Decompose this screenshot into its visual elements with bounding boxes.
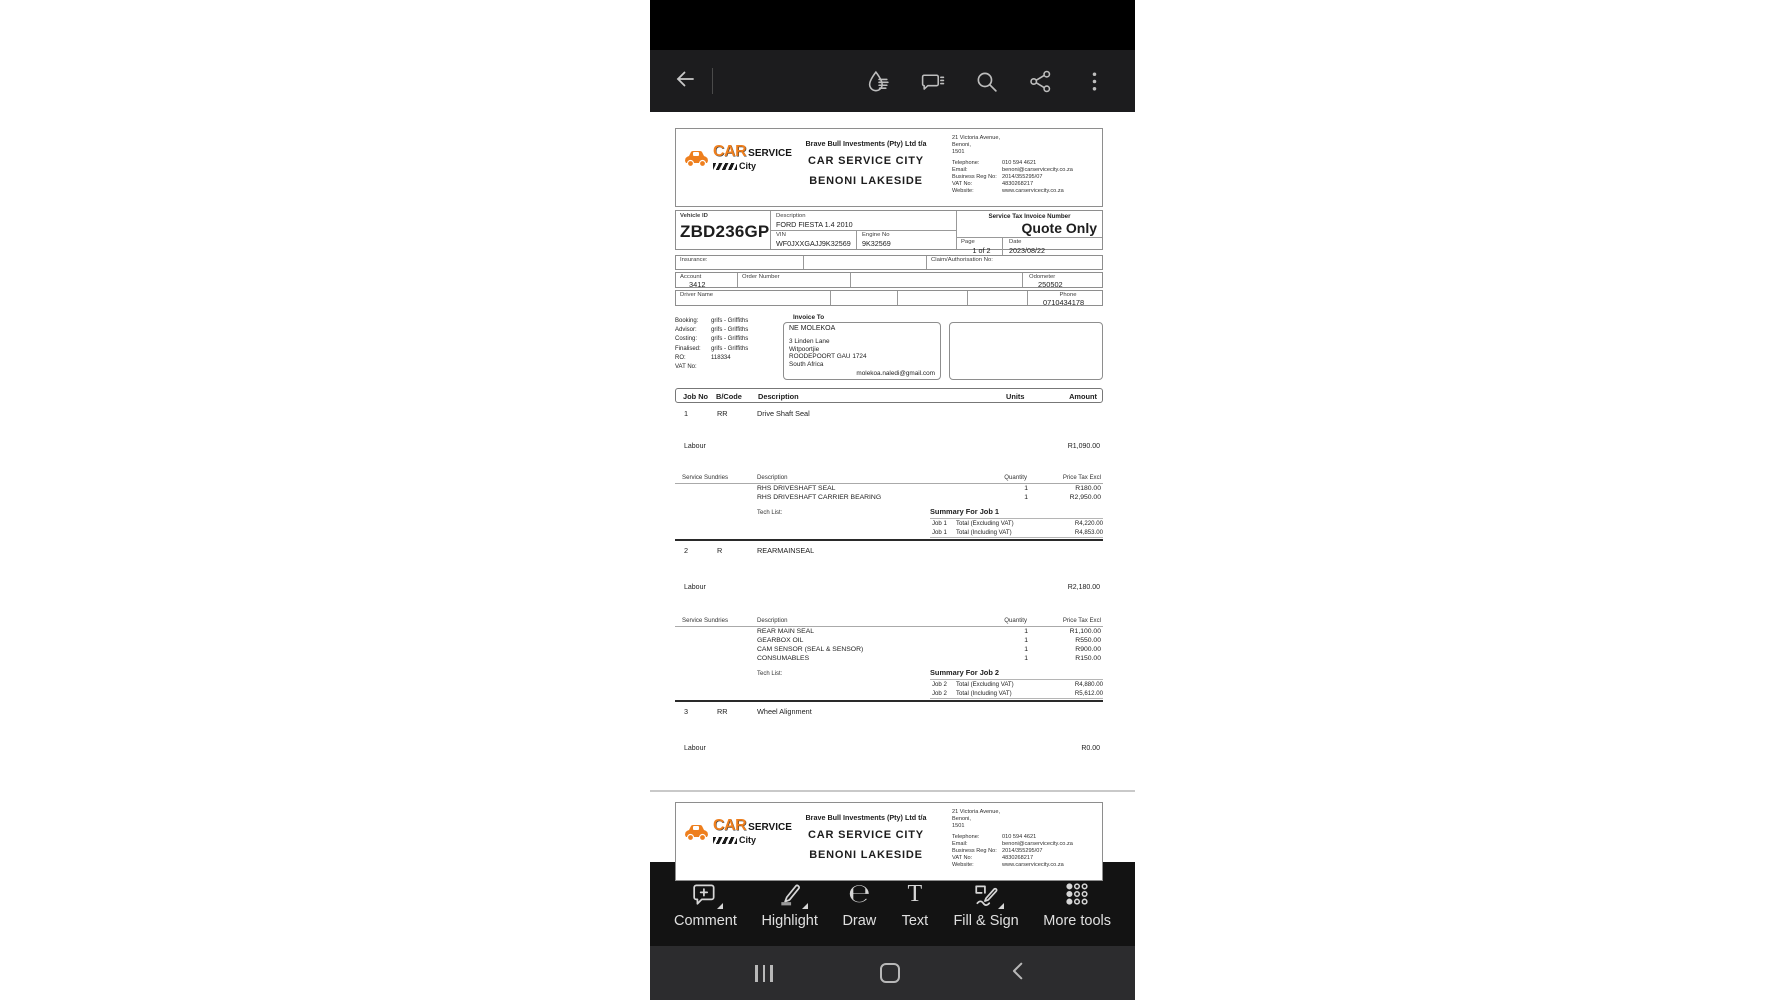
summary-title: Summary For Job 1: [930, 507, 1103, 519]
company-contact-block: [950, 129, 1102, 206]
pdf-page-2: [675, 802, 1103, 881]
address-line: Benoni,: [952, 816, 971, 822]
tool-label: Draw: [842, 912, 877, 929]
invoice-header: [675, 802, 1103, 881]
driver-name-label: Driver Name: [680, 292, 714, 298]
driver-empty-cell: [968, 291, 1028, 305]
summary-title: Summary For Job 2: [930, 668, 1103, 680]
job-divider: [675, 539, 1103, 541]
customer-address-line: ROODEPOORT GAU 1724: [789, 353, 867, 361]
insurance-empty-cell: [804, 256, 927, 269]
engine-no-label: Engine No: [862, 232, 890, 238]
col-amount: Amount: [1069, 392, 1097, 401]
logo-car-text: CAR: [713, 817, 747, 834]
sundry-desc: GEARBOX OIL: [757, 637, 804, 644]
job-divider: [675, 700, 1103, 702]
tool-label: Fill & Sign: [953, 912, 1019, 929]
customer-name: NE MOLEKOA: [789, 325, 836, 332]
job-bcode: RR: [717, 707, 728, 716]
labour-amount: R0.00: [1081, 745, 1100, 752]
booking-label: Costing:: [675, 336, 698, 343]
sundry-qty: 1: [1024, 637, 1028, 644]
job-title: Drive Shaft Seal: [757, 409, 810, 418]
draw-icon: ℮: [848, 878, 871, 909]
sundries-desc-label: Description: [757, 474, 788, 481]
customer-address-line: 3 Linden Lane: [789, 338, 830, 345]
quote-only-value: Quote Only: [1021, 220, 1097, 236]
summary-job: Job 2: [932, 690, 947, 697]
job-row: [675, 707, 1103, 717]
job-title: Wheel Alignment: [757, 707, 812, 716]
address-line: Benoni,: [952, 142, 971, 148]
submenu-indicator: [717, 903, 723, 909]
summary-label: Total (Including VAT): [956, 690, 1012, 697]
summary-value: R5,612.00: [1074, 690, 1103, 697]
claim-label: Claim/Authorisation No:: [931, 257, 993, 263]
labour-amount: R1,090.00: [1067, 443, 1100, 450]
job-bcode: RR: [717, 409, 728, 418]
sundry-price: R900.00: [1075, 646, 1101, 653]
booking-value: 118334: [711, 354, 731, 361]
back-arrow-icon: [673, 67, 697, 96]
logo-service-text: SERVICE: [748, 148, 792, 159]
sundries-qty-label: Quantity: [1004, 617, 1027, 624]
contact-label: Business Reg No:: [952, 848, 997, 854]
draw-tool[interactable]: [842, 880, 876, 929]
customer-address-line: South Africa: [789, 360, 824, 368]
contact-value: benoni@carservicecity.co.za: [1002, 841, 1073, 847]
comment-icon: [691, 880, 719, 908]
sundry-qty: 1: [1024, 646, 1028, 653]
share-icon[interactable]: [1028, 69, 1053, 94]
summary-label: Total (Excluding VAT): [956, 520, 1014, 527]
address-line: 21 Victoria Avenue,: [952, 135, 1000, 141]
sundries-header: [675, 473, 1103, 484]
sundries-section-label: Service Sundries: [682, 617, 729, 624]
sundry-price: R550.00: [1075, 637, 1101, 644]
summary-label: Total (Including VAT): [956, 529, 1012, 536]
summary-job: Job 1: [932, 520, 947, 527]
fill-sign-tool[interactable]: [953, 880, 1018, 929]
sundries-section-label: Service Sundries: [682, 474, 729, 481]
date-label: Date: [1009, 239, 1022, 245]
sundry-item-row: [675, 627, 1103, 636]
sundry-desc: CAM SENSOR (SEAL & SENSOR): [757, 646, 864, 653]
sundry-qty: 1: [1024, 494, 1028, 501]
sundry-price: R2,950.00: [1069, 494, 1101, 501]
labour-label: Labour: [684, 584, 706, 591]
date-value: 2023/08/22: [1009, 246, 1045, 255]
phone-label: Phone: [1059, 292, 1077, 298]
col-job-no: Job No: [683, 392, 709, 401]
job-no: 1: [684, 409, 689, 418]
sundry-item-row: [675, 484, 1103, 493]
tool-label: Highlight: [761, 912, 818, 929]
contact-label: Email:: [952, 167, 968, 173]
labour-label: Labour: [684, 745, 706, 752]
account-row: [675, 272, 1103, 288]
sundry-desc: RHS DRIVESHAFT SEAL: [757, 485, 836, 492]
address-line: 1501: [952, 149, 965, 155]
job-row: [675, 546, 1103, 556]
more-tools-icon: [1063, 880, 1091, 908]
car-service-city-logo: [676, 803, 792, 880]
contact-value: 4830268217: [1002, 855, 1034, 861]
odometer-value: 250502: [1038, 280, 1063, 289]
contact-label: Email:: [952, 841, 968, 847]
sundry-item-row: [675, 493, 1103, 502]
summary-label: Total (Excluding VAT): [956, 681, 1014, 688]
logo-city-text: City: [739, 835, 757, 845]
sundry-desc: CONSUMABLES: [757, 655, 810, 662]
labour-amount: R2,180.00: [1067, 584, 1100, 591]
insurance-row: [675, 255, 1103, 270]
sundry-qty: 1: [1024, 485, 1028, 492]
contact-label: Telephone:: [952, 160, 980, 166]
back-button[interactable]: [670, 66, 700, 96]
booking-staff-list: [675, 314, 779, 384]
car-service-city-logo: [676, 129, 792, 206]
home-button[interactable]: [880, 963, 900, 983]
booking-label: Finalised:: [675, 345, 701, 352]
booking-label: VAT No:: [675, 364, 697, 371]
sundry-item-row: [675, 654, 1103, 663]
logo-hazard-stripes: [713, 163, 737, 170]
nav-back-icon: [1008, 960, 1030, 987]
submenu-indicator: [998, 903, 1004, 909]
summary-value: R4,880.00: [1074, 681, 1103, 688]
phone-value: 0710434178: [1043, 298, 1085, 307]
address-line: 21 Victoria Avenue,: [952, 809, 1000, 815]
contact-value: 010 594 4621: [1002, 834, 1037, 840]
toolbar-divider: [712, 68, 713, 94]
invoice-to-box: [783, 314, 941, 384]
tech-list-label: Tech List:: [757, 671, 783, 677]
vin-value: WF0JXXGAJJ9K32569: [776, 239, 851, 248]
tool-label: Text: [901, 912, 929, 929]
tool-label: More tools: [1043, 912, 1111, 929]
sundry-item-row: [675, 636, 1103, 645]
status-bar: [650, 0, 1135, 50]
comments-icon[interactable]: [920, 69, 945, 94]
logo-city-text: City: [739, 161, 757, 171]
account-value: 3412: [689, 280, 706, 289]
job-no: 3: [684, 707, 689, 716]
labour-line: [675, 745, 1103, 755]
jobs-table-header: [675, 388, 1103, 403]
sundries-header: [675, 616, 1103, 627]
branch-name: BENONI LAKESIDE: [809, 175, 923, 187]
contact-label: VAT No:: [952, 181, 973, 187]
insurance-label: Insurance:: [676, 256, 804, 269]
booking-label: Booking:: [675, 318, 699, 324]
invoice-number-label: Service Tax Invoice Number: [988, 213, 1071, 220]
booking-label: RO:: [675, 354, 686, 361]
text-icon: T: [907, 880, 923, 907]
contact-value: www.carservicecity.co.za: [1002, 862, 1064, 868]
booking-value: grifs - Griffiths: [711, 327, 749, 334]
sundry-price: R1,100.00: [1069, 628, 1101, 635]
col-bcode: B/Code: [716, 392, 742, 401]
sundry-price: R180.00: [1075, 485, 1101, 492]
summary-job: Job 1: [932, 529, 947, 536]
description-label: Description: [776, 213, 806, 219]
nav-back-button[interactable]: [1008, 960, 1030, 987]
page-value: 1 of 2: [972, 246, 991, 255]
order-empty-cell: [851, 273, 1023, 287]
summary-value: R4,220.00: [1074, 520, 1103, 527]
branch-name: BENONI LAKESIDE: [809, 849, 923, 861]
contact-value: www.carservicecity.co.za: [1002, 188, 1064, 194]
sundries-price-label: Price Tax Excl: [1062, 474, 1101, 481]
tool-label: Comment: [674, 912, 737, 929]
col-description: Description: [758, 392, 799, 401]
job-no: 2: [684, 546, 689, 555]
job-bcode: R: [717, 546, 723, 555]
summary-job: Job 2: [932, 681, 947, 688]
sundry-qty: 1: [1024, 655, 1028, 662]
vehicle-info-row: [675, 210, 1103, 255]
customer-address-line: Witpoortjie: [789, 345, 820, 353]
pdf-document-viewer[interactable]: [650, 112, 1135, 868]
account-label: Account: [680, 274, 702, 280]
android-nav-bar: [650, 946, 1135, 1000]
booking-label: Advisor:: [675, 327, 697, 334]
contact-label: VAT No:: [952, 855, 973, 861]
tech-list-label: Tech List:: [757, 510, 783, 516]
submenu-indicator: [802, 903, 808, 909]
logo-hazard-stripes: [713, 837, 737, 844]
booking-value: grifs - Griffiths: [711, 345, 749, 352]
col-units: Units: [1006, 392, 1025, 401]
engine-no-value: 9K32569: [862, 239, 891, 248]
more-tools[interactable]: [1043, 880, 1111, 929]
sundry-item-row: [675, 645, 1103, 654]
sundry-desc: RHS DRIVESHAFT CARRIER BEARING: [757, 494, 882, 501]
highlight-icon: [776, 880, 804, 908]
sundries-desc-label: Description: [757, 617, 788, 624]
page-label: Page: [961, 239, 975, 245]
text-tool[interactable]: [901, 880, 929, 929]
recents-button[interactable]: [755, 965, 773, 982]
vin-label: VIN: [776, 232, 786, 238]
sundry-qty: 1: [1024, 628, 1028, 635]
booking-section: [675, 314, 1103, 384]
order-number-label: Order Number: [742, 274, 780, 280]
sundries-price-label: Price Tax Excl: [1062, 617, 1101, 624]
address-line: 1501: [952, 823, 965, 829]
page-separator: [650, 790, 1135, 792]
labour-label: Labour: [684, 443, 706, 450]
job-summary-block: [675, 668, 1103, 699]
summary-value: R4,853.00: [1074, 529, 1103, 536]
contact-label: Website:: [952, 188, 974, 194]
vehicle-id-label: Vehicle ID: [680, 213, 708, 219]
booking-value: grifs - Griffiths: [711, 318, 749, 324]
labour-line: [675, 443, 1103, 453]
invoice-header: [675, 128, 1103, 207]
driver-empty-cell: [898, 291, 968, 305]
company-trading-name: CAR SERVICE CITY: [808, 829, 924, 841]
sundry-desc: REAR MAIN SEAL: [757, 628, 815, 635]
car-icon: [683, 148, 710, 173]
contact-label: Business Reg No:: [952, 174, 997, 180]
contact-label: Telephone:: [952, 834, 980, 840]
logo-car-text: CAR: [713, 143, 747, 160]
contact-value: 2014/355295/07: [1002, 174, 1043, 180]
contact-value: benoni@carservicecity.co.za: [1002, 167, 1073, 173]
overflow-menu-icon[interactable]: [1082, 69, 1107, 94]
booking-value: grifs - Griffiths: [711, 336, 749, 343]
customer-email: molekoa.naledi@gmail.com: [856, 370, 935, 377]
contact-value: 010 594 4621: [1002, 160, 1037, 166]
company-contact-block: [950, 803, 1102, 880]
job-row: [675, 409, 1103, 419]
home-icon: [880, 963, 900, 983]
contact-value: 2014/355295/07: [1002, 848, 1043, 854]
job-title: REARMAINSEAL: [757, 546, 815, 555]
app-toolbar: [650, 50, 1135, 112]
recents-icon: [755, 965, 773, 982]
invoice-to-label: Invoice To: [793, 314, 825, 321]
vehicle-description: FORD FIESTA 1.4 2010: [776, 220, 853, 229]
company-legal-name: Brave Bull Investments (Pty) Ltd t/a: [805, 813, 927, 822]
driver-row: [675, 290, 1103, 306]
booking-empty-box: [949, 322, 1103, 380]
highlight-tool[interactable]: [761, 880, 817, 929]
search-icon[interactable]: [974, 69, 999, 94]
liquid-mode-icon[interactable]: [866, 69, 891, 94]
vehicle-id-value: ZBD236GP: [680, 222, 770, 241]
labour-line: [675, 584, 1103, 594]
sundry-price: R150.00: [1075, 655, 1101, 662]
odometer-label: Odometer: [1029, 274, 1056, 280]
sundries-qty-label: Quantity: [1004, 474, 1027, 481]
contact-label: Website:: [952, 862, 974, 868]
job-summary-block: [675, 507, 1103, 538]
pdf-page-1: [675, 128, 1103, 755]
phone-screen: [650, 0, 1135, 1000]
car-icon: [683, 822, 710, 847]
logo-service-text: SERVICE: [748, 822, 792, 833]
company-trading-name: CAR SERVICE CITY: [808, 155, 924, 167]
comment-tool[interactable]: [674, 880, 737, 929]
driver-empty-cell: [831, 291, 898, 305]
contact-value: 4830268217: [1002, 181, 1034, 187]
company-legal-name: Brave Bull Investments (Pty) Ltd t/a: [805, 139, 927, 148]
fill-sign-icon: [972, 880, 1000, 908]
